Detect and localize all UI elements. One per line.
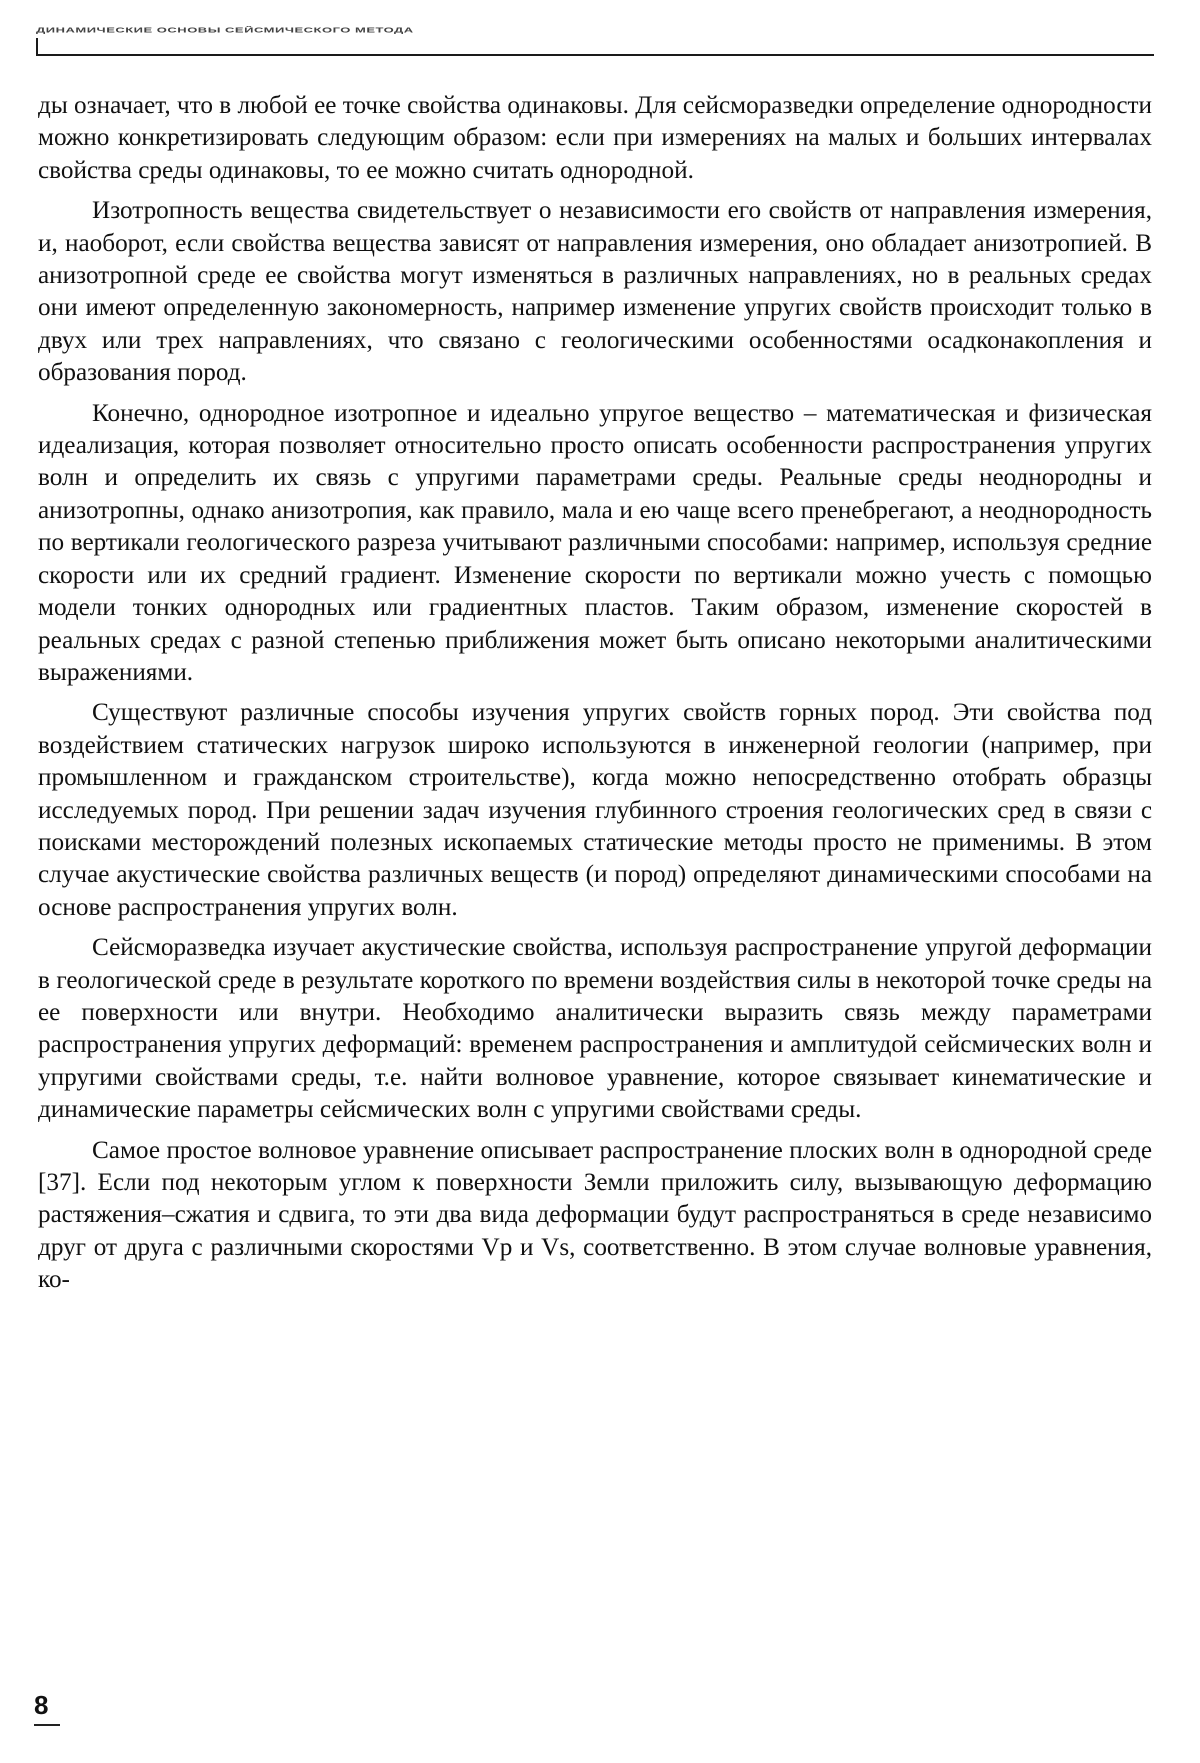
page-number-rule — [34, 1724, 60, 1726]
header-rule — [36, 54, 1154, 56]
paragraph-1: ды означает, что в любой ее точке свойства одинаковы. Для сейсморазведки определение однородности можно конкретизировать следующим образом: если при измерениях на малых и больших интервалах свойства среды одинаковы, то ее можно считать однородной. — [38, 92, 1152, 184]
page-number: 8 — [34, 1690, 49, 1720]
paragraph-6: Самое простое волновое уравнение описывает распространение плоских волн в однородной среде [37]. Если под некоторым углом к поверхности Земли приложить силу, вызывающую деформацию растяжения–сжатия и сдвига, то эти два вида деформации будут распространяться в среде независимо друг от друга с различными скоростями Vp и Vs, соответственно. В этом случае волновые уравнения, ко- — [38, 1136, 1152, 1294]
paragraph-5: Сейсморазведка изучает акустические свойства, используя распространение упругой деформации в геологической среде в результате короткого по времени воздействия силы в некоторой точке среды на ее поверхности или внутри. Необходимо аналитически выразить связь между параметрами распространения упругих деформаций: временем распространения и амплитудой сейсмических волн и упругими свойствами среды, т.е. найти волновое уравнение, которое связывает кинематические и динамические параметры сейсмических волн с упругими свойствами среды. — [38, 934, 1152, 1124]
paragraph-3: Конечно, однородное изотропное и идеально упругое вещество – математическая и физическая идеализация, которая позволяет относительно просто описать особенности распространения упругих волн и определить их связь с упругими параметрами среды. Реальные среды неоднородны и анизотропны, однако анизотропия, как правило, мала и ею чаще всего пренебрегают, а неоднородность по вертикали геологического разреза учитывают различными способами: например, используя средние скорости или их средний градиент. Изменение скорости по вертикали можно учесть с помощью модели тонких однородных или градиентных пластов. Таким образом, изменение скоростей в реальных средах с разной степенью приближения может быть описано некоторыми аналитическими выражениями. — [38, 399, 1152, 686]
paragraph-4: Существуют различные способы изучения упругих свойств горных пород. Эти свойства под воздействием статических нагрузок широко используются в инженерной геологии (например, при промышленном и гражданском строительстве), когда можно непосредственно отобрать образцы исследуемых пород. При решении задач изучения глубинного строения геологических сред в связи с поисками месторождений полезных ископаемых статические методы просто не применимы. В этом случае акустические свойства различных веществ (и пород) определяют динамическими способами на основе распространения упругих волн. — [38, 699, 1152, 921]
running-header: ДИНАМИЧЕСКИЕ ОСНОВЫ СЕЙСМИЧЕСКОГО МЕТОДА — [36, 26, 414, 35]
body-text — [38, 90, 1152, 1305]
paragraph-2: Изотропность вещества свидетельствует о независимости его свойств от направления измерения, и, наоборот, если свойства вещества зависят от направления измерения, оно обладает анизотропией. В анизотропной среде ее свойства могут изменяться в различных направлениях, но в реальных средах они имеют определенную закономерность, например изменение упругих свойств происходит только в двух или трех направлениях, что связано с геологическими особенностями осадконакопления и образования пород. — [38, 197, 1152, 387]
